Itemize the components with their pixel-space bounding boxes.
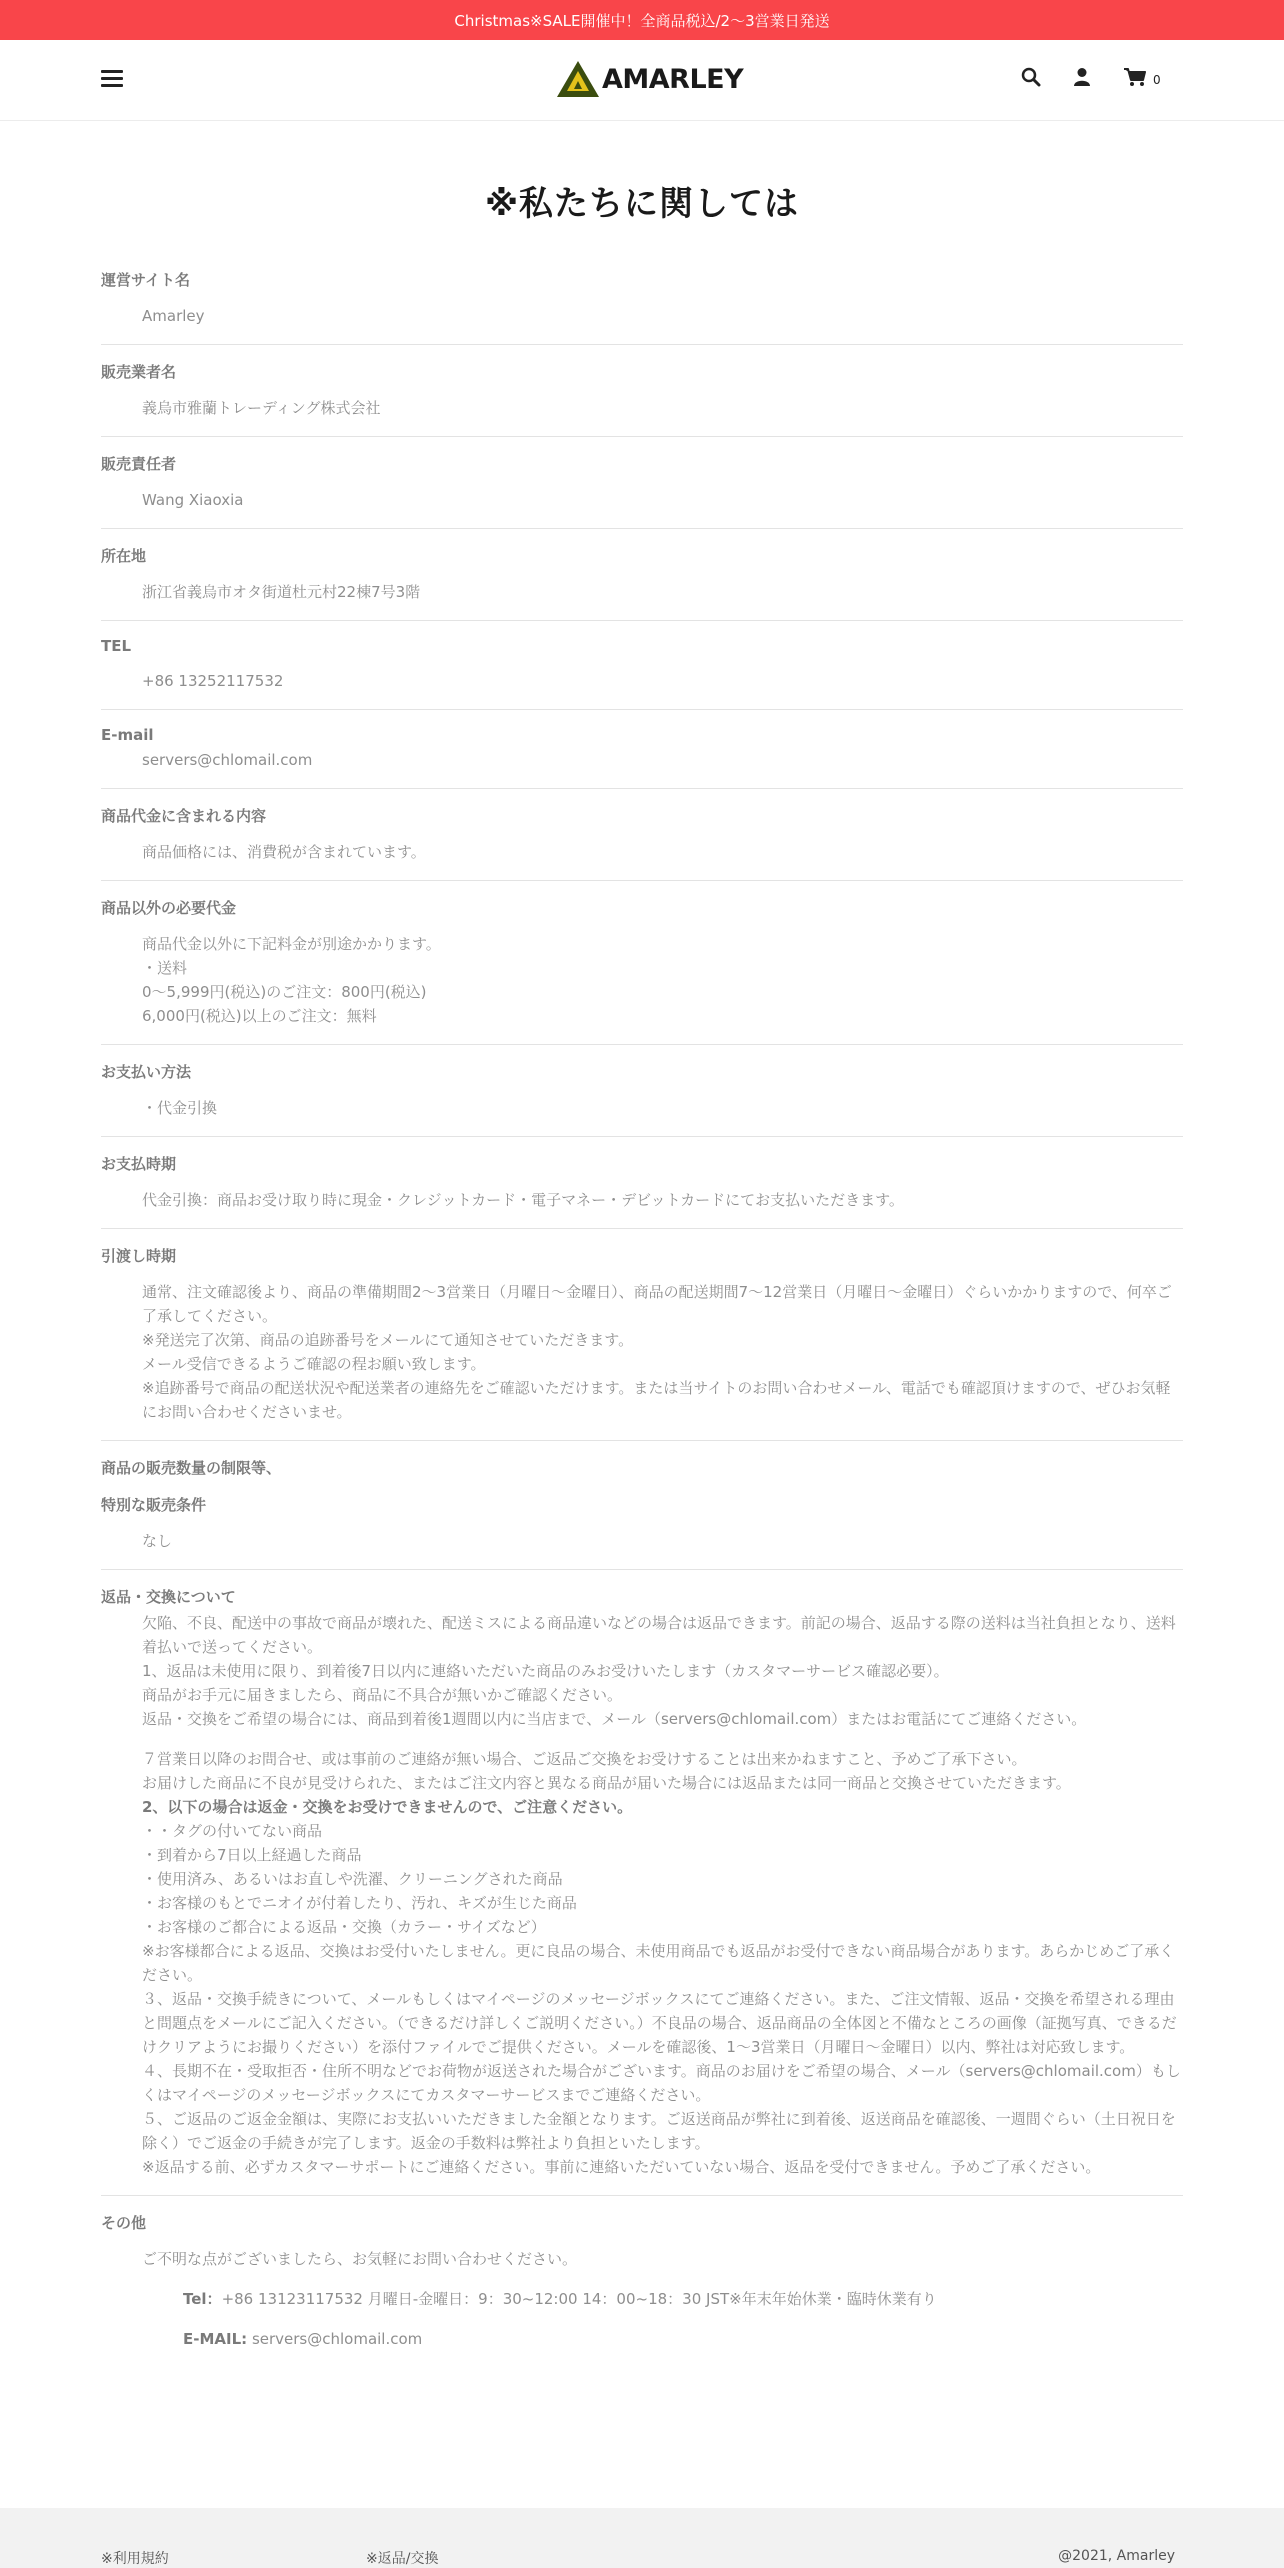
email-label: E-MAIL: <box>183 2330 248 2348</box>
section-title: その他 <box>101 2214 147 2232</box>
info-section <box>101 1441 1183 1570</box>
section-title: 販売責任者 <box>101 455 177 473</box>
returns-line: ５、ご返品のご返金金額は、実際にお支払いいただきました金額となります。ご返送商品が弊社に到着後、返送商品を確認後、一週間ぐらい（土日祝日を除く）でご返金の手続きが完了します。返金の手数料は弊社より負担といたします。 <box>142 2110 1176 2152</box>
info-section <box>101 710 1183 789</box>
section-body <box>101 580 1183 604</box>
section-line: ※発送完了次第、商品の追跡番号をメールにて通知させていただきます。 <box>142 1331 634 1349</box>
section-returns <box>101 1570 1183 2196</box>
footer-link-terms[interactable]: ※利用規約 <box>101 2551 169 2567</box>
section-line: 6,000円(税込)以上のご注文：無料 <box>142 1007 377 1025</box>
announcement-text: Christmas※SALE開催中！全商品税込/2〜3営業日発送 <box>454 11 830 30</box>
section-body <box>101 1096 1183 1120</box>
returns-line: ・到着から7日以上経過した商品 <box>142 1846 362 1864</box>
section-line: Wang Xiaoxia <box>142 491 244 509</box>
returns-line: ・使用済み、あるいはお直しや洗濯、クリーニングされた商品 <box>142 1870 563 1888</box>
returns-warning: 2、以下の場合は返金・交換をお受けできませんので、ご注意ください。 <box>142 1798 633 1816</box>
tel-value: +86 13123117532 月曜日-金曜日：9：30~12:00 14：00~18：30 JST※年末年始休業・臨時休業有り <box>221 2290 937 2308</box>
site-logo[interactable] <box>556 59 743 99</box>
section-body <box>101 748 1183 772</box>
section-line: 商品代金以外に下記料金が別途かかります。 <box>142 935 441 953</box>
section-title: 所在地 <box>101 547 147 565</box>
contact-tel <box>101 2287 1183 2311</box>
returns-line: ７営業日以降のお問合せ、或は事前のご連絡が無い場合、ご返品ご交換をお受けすることは出来かねますこと、予めご了承下さい。 <box>142 1750 1027 1768</box>
section-line: 0～5,999円(税込)のご注文：800円(税込) <box>142 983 427 1001</box>
tel-label: Tel： <box>183 2290 222 2308</box>
site-header <box>0 40 1284 121</box>
section-line: Amarley <box>142 307 205 325</box>
section-line: ・送料 <box>142 959 188 977</box>
info-section <box>101 789 1183 881</box>
hamburger-icon[interactable] <box>101 70 123 88</box>
returns-line: ４、長期不在・受取拒否・住所不明などでお荷物が返送された場合がございます。商品のお届けをご希望の場合、メール（servers@chlomail.com）もしくはマイページのメッセージボックスにてカスタマーサービスまでご連絡ください。 <box>142 2062 1181 2104</box>
section-body <box>101 396 1183 420</box>
footer-link-returns[interactable]: ※返品/交換 <box>366 2551 439 2567</box>
returns-line: 1、返品は未使用に限り、到着後7日以内に連絡いただいた商品のみお受けいたします（カスタマーサービス確認必要）。 <box>142 1662 949 1680</box>
returns-line: 欠陥、不良、配送中の事故で商品が壊れた、配送ミスによる商品違いなどの場合は返品できます。前記の場合、返品する際の送料は当社負担となり、送料着払いで送ってください。 <box>142 1614 1176 1656</box>
info-section <box>101 1229 1183 1441</box>
returns-body <box>101 1611 1183 2179</box>
section-line: メール受信できるようご確認の程お願い致します。 <box>142 1355 486 1373</box>
section-title: 商品代金に含まれる内容 <box>101 807 267 825</box>
section-title: 返品・交換について <box>101 1588 236 1606</box>
other-body <box>101 2247 1183 2271</box>
contact-email <box>101 2327 1183 2351</box>
user-icon[interactable] <box>1073 67 1091 87</box>
cart-count: 0 <box>1153 73 1161 87</box>
returns-line: お届けした商品に不良が見受けられた、またはご注文内容と異なる商品が届いた場合には返品または同一商品と交換させていただきます。 <box>142 1774 1071 1792</box>
section-title: 運営サイト名 <box>101 271 190 289</box>
other-line: ご不明な点がございましたら、お気軽にお問い合わせください。 <box>142 2250 578 2268</box>
returns-line: 返品・交換をご希望の場合には、商品到着後1週間以内に当店まで、メール（servers@chlomail.com）またはお電話にてご連絡ください。 <box>142 1710 1087 1728</box>
returns-line: ・お客様のご都合による返品・交換（カラー・サイズなど） <box>142 1918 546 1936</box>
info-section <box>101 1045 1183 1137</box>
returns-line: ※お客様都合による返品、交換はお受付いたしません。更に良品の場合、未使用商品でも返品がお受付できない商品場合があります。あらかじめご了承ください。 <box>142 1942 1175 1984</box>
returns-para-1 <box>142 1611 1183 1731</box>
returns-line: ※返品する前、必ずカスタマーサポートにご連絡ください。事前に連絡いただいていない場合、返品を受付できません。予めご了承ください。 <box>142 2158 1101 2176</box>
announcement-bar <box>0 0 1284 40</box>
cart-icon[interactable] <box>1123 67 1147 87</box>
section-body <box>101 1188 1183 1212</box>
section-body <box>101 304 1183 328</box>
logo-text: AMARLEY <box>602 63 744 95</box>
returns-line: ３、返品・交換手続きについて、メールもしくはマイページのメッセージボックスにてご連絡ください。また、ご注文情報、返品・交換を希望される理由と問題点をメールにご記入ください。（できるだけ詳しくご説明ください。）不良品の場合、返品商品の全体図と不備なところの画像（証拠写真、できるだけクリアようにお撮りください）を添付ファイルでご提供ください。メールを確認後、1〜3営業日（月曜日〜金曜日）以内、弊社は対応致します。 <box>142 1990 1177 2056</box>
section-line: 通常、注文確認後より、商品の準備期間2〜3営業日（月曜日〜金曜日）、商品の配送期間7〜12営業日（月曜日〜金曜日）ぐらいかかりますので、何卒ご了承してください。 <box>142 1283 1172 1325</box>
section-title: E-mail <box>101 726 154 744</box>
section-body <box>101 1280 1183 1424</box>
section-body <box>101 1529 1183 1553</box>
section-title: お支払い方法 <box>101 1063 192 1081</box>
returns-line: ・・タグの付いてない商品 <box>142 1822 323 1840</box>
returns-para-3 <box>142 1819 1183 2179</box>
section-line: ※追跡番号で商品の配送状況や配送業者の連絡先をご確認いただけます。または当サイトのお問い合わせメール、電話でも確認頂けますので、ぜひお気軽にお問い合わせくださいませ。 <box>142 1379 1171 1421</box>
section-body <box>101 840 1183 864</box>
section-subtitle: 特別な販売条件 <box>101 1496 207 1514</box>
section-line: ・代金引換 <box>142 1099 218 1117</box>
main-content <box>101 120 1183 2367</box>
info-section <box>101 345 1183 437</box>
section-title: 商品以外の必要代金 <box>101 899 237 917</box>
section-title: お支払時期 <box>101 1155 177 1173</box>
info-sections <box>101 253 1183 1570</box>
section-line: 義烏市雅蘭トレーディング株式会社 <box>142 399 381 417</box>
section-body <box>101 669 1183 693</box>
logo-mark-icon <box>556 59 600 99</box>
email-value[interactable]: servers@chlomail.com <box>251 2330 423 2348</box>
footer-copyright: @2021, Amarley <box>1058 2548 1175 2564</box>
returns-para-2 <box>142 1747 1183 1795</box>
section-title: 引渡し時期 <box>101 1247 177 1265</box>
section-other <box>101 2196 1183 2367</box>
section-line: +86 13252117532 <box>142 672 284 690</box>
section-line: servers@chlomail.com <box>142 751 313 769</box>
info-section <box>101 253 1183 345</box>
section-title: 販売業者名 <box>101 363 177 381</box>
section-body <box>101 932 1183 1028</box>
info-section <box>101 881 1183 1045</box>
section-line: 代金引換：商品お受け取り時に現金・クレジットカード・電子マネー・デビットカードにてお支払いただきます。 <box>142 1191 904 1209</box>
section-line: 商品価格には、消費税が含まれています。 <box>142 843 426 861</box>
section-body <box>101 488 1183 512</box>
info-section <box>101 437 1183 529</box>
section-title: 商品の販売数量の制限等、 <box>101 1459 282 1477</box>
info-section <box>101 621 1183 710</box>
returns-line: 商品がお手元に届きましたら、商品に不具合が無いかご確認ください。 <box>142 1686 623 1704</box>
section-line: なし <box>142 1532 173 1550</box>
site-footer <box>0 2508 1284 2568</box>
info-section <box>101 1137 1183 1229</box>
search-icon[interactable] <box>1021 67 1041 87</box>
info-section <box>101 529 1183 621</box>
page-title: ※私たちに関しては <box>484 184 800 224</box>
returns-line: ・お客様のもとでニオイが付着したり、汚れ、キズが生じた商品 <box>142 1894 577 1912</box>
section-line: 浙江省義烏市オタ街道杜元村22棟7号3階 <box>142 583 421 601</box>
section-title: TEL <box>101 637 132 655</box>
